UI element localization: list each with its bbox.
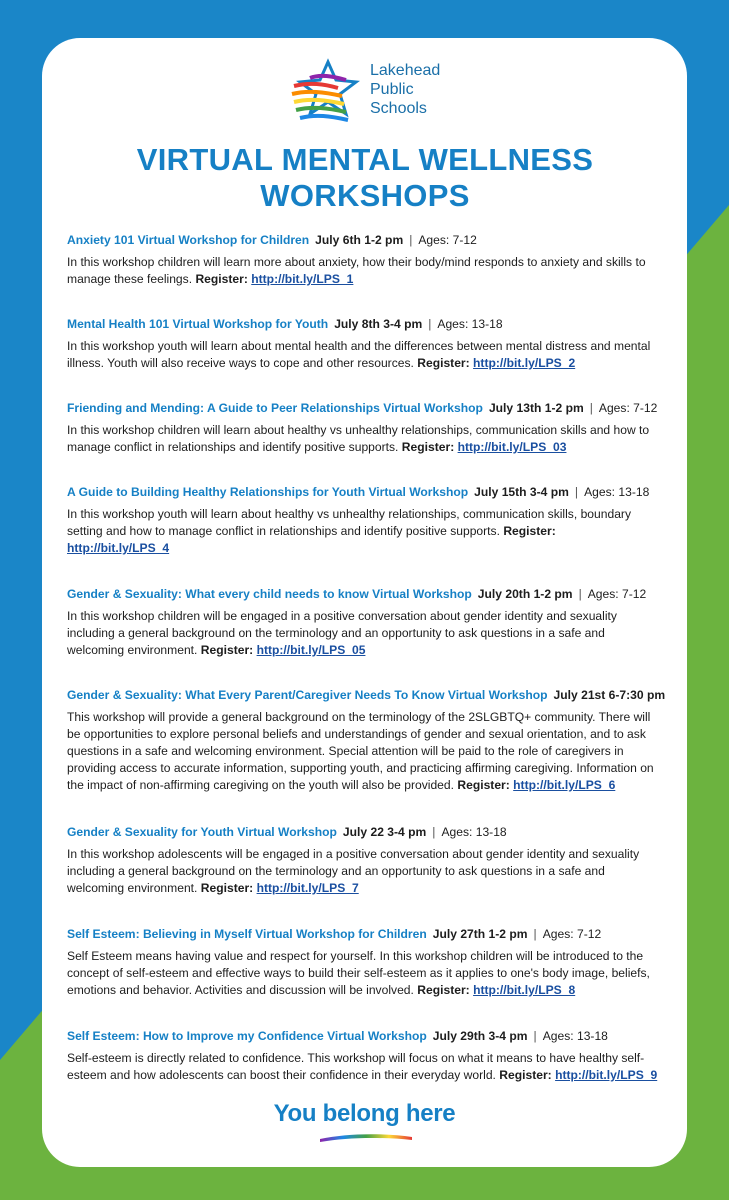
register-label: Register: — [457, 778, 510, 792]
workshop-description: In this workshop children will be engaged in a positive conversation about gender identity and sexuality including a general background on the terminology and an opportunity to ask questions in a safe and welcoming environment. — [67, 609, 617, 657]
workshop-date: July 27th 1-2 pm — [432, 927, 528, 941]
workshop-ages: Ages: 13-18 — [584, 485, 650, 499]
workshop-header — [67, 926, 661, 943]
workshop-description: This workshop will provide a general background on the terminology of the 2SLGBTQ+ community. There will be opportunities to explore personal beliefs and understandings of gender and sexual orientation, and to ask questions in a safe and welcoming environment. Special attention will be paid to the role of caregivers in providing access to accurate information, supporting youth, and practicing affirming caregiving. Information on the impact of non-affirming caregiving on the youth will also be provided. — [67, 710, 654, 792]
workshop-header — [67, 824, 661, 841]
separator: | — [589, 401, 593, 415]
workshop-header — [67, 484, 661, 501]
workshop-description-block — [67, 1050, 661, 1084]
separator: | — [578, 587, 582, 601]
brand-line-1: Lakehead — [370, 62, 441, 79]
register-label: Register: — [417, 356, 470, 370]
workshop-description: Self-esteem is directly related to confidence. This workshop will focus on what it means to have healthy self-esteem and how adolescents can boost their confidence in their everyday world. — [67, 1051, 645, 1082]
workshop-description-block — [67, 506, 661, 557]
workshop-date: July 22 3-4 pm — [342, 825, 427, 839]
workshop-description: In this workshop youth will learn about healthy vs unhealthy relationships, communication skills, boundary setting and how to manage conflict in relationships and identify positive supports. — [67, 507, 632, 538]
workshop-item — [67, 926, 661, 999]
workshop-header — [67, 232, 661, 249]
workshop-description: In this workshop adolescents will be engaged in a positive conversation about gender identity and sexuality including a general background on the terminology and an opportunity to ask questions in a safe and welcoming environment. — [67, 847, 640, 895]
workshop-date: July 20th 1-2 pm — [477, 587, 573, 601]
workshop-title: Self Esteem: How to Improve my Confidence Virtual Workshop — [67, 1029, 427, 1043]
workshop-description: In this workshop children will learn about healthy vs unhealthy relationships, communication skills and how to manage conflict in relationships and identify positive supports. — [67, 423, 650, 454]
workshop-date: July 13th 1-2 pm — [488, 401, 584, 415]
workshop-description: Self Esteem means having value and respect for yourself. In this workshop children will be introduced to the concept of self-esteem and effective ways to build their self-esteem as it applies to one's body image, beliefs, emotions and behavior. Activities and discussion will be involved. — [67, 949, 650, 997]
workshop-title: Gender & Sexuality: What Every Parent/Caregiver Needs To Know Virtual Workshop — [67, 688, 548, 702]
brand-line-2: Public — [370, 81, 414, 98]
register-link[interactable]: http://bit.ly/LPS_9 — [555, 1068, 658, 1082]
register-link[interactable]: http://bit.ly/LPS_05 — [256, 643, 366, 657]
workshop-description: In this workshop children will learn more about anxiety, how their body/mind responds to anxiety and skills to manage these feelings. — [67, 255, 646, 286]
workshop-description-block — [67, 948, 661, 999]
register-link[interactable]: http://bit.ly/LPS_7 — [256, 881, 359, 895]
workshop-description-block — [67, 709, 661, 794]
workshop-description-block — [67, 846, 661, 897]
workshop-description: In this workshop youth will learn about mental health and the differences between mental distress and mental illness. Youth will also receive ways to cope and other resources. — [67, 339, 651, 370]
workshop-item — [67, 824, 661, 897]
rainbow-swoosh-icon — [318, 1131, 414, 1143]
workshop-ages: Ages: 7-12 — [418, 233, 477, 247]
workshop-item — [67, 687, 666, 794]
workshop-title: Friending and Mending: A Guide to Peer Relationships Virtual Workshop — [67, 401, 483, 415]
workshop-ages: Ages: 7-12 — [542, 927, 602, 941]
workshop-date: July 6th 1-2 pm — [315, 233, 404, 247]
workshop-title: Anxiety 101 Virtual Workshop for Children — [67, 233, 310, 247]
register-link[interactable]: http://bit.ly/LPS_8 — [473, 983, 576, 997]
workshop-description-block — [67, 338, 661, 372]
separator: | — [533, 927, 537, 941]
workshop-item — [67, 400, 661, 456]
workshop-header — [67, 400, 661, 417]
page-title — [60, 142, 670, 214]
star-logo-icon — [290, 58, 370, 124]
workshop-ages: Ages: 13-18 — [437, 317, 503, 331]
separator: | — [409, 233, 413, 247]
title-line-1: VIRTUAL MENTAL WELLNESS — [136, 142, 594, 177]
workshop-ages: Ages: 13-18 — [542, 1029, 608, 1043]
workshop-item — [67, 232, 661, 288]
separator: | — [432, 825, 436, 839]
workshop-header — [67, 687, 666, 704]
workshop-header — [67, 586, 661, 603]
register-link[interactable]: http://bit.ly/LPS_2 — [473, 356, 576, 370]
workshop-item — [67, 586, 661, 659]
register-label: Register: — [200, 881, 254, 895]
workshop-ages: Ages: 13-18 — [441, 825, 507, 839]
workshop-date: July 21st 6-7:30 pm — [553, 688, 666, 702]
register-label: Register: — [417, 983, 470, 997]
register-link[interactable]: http://bit.ly/LPS_03 — [457, 440, 567, 454]
workshop-item — [67, 484, 661, 557]
brand-line-3: Schools — [370, 100, 427, 117]
workshop-title: Self Esteem: Believing in Myself Virtual Workshop for Children — [67, 927, 427, 941]
workshop-title: Gender & Sexuality for Youth Virtual Workshop — [67, 825, 337, 839]
workshop-ages: Ages: 7-12 — [598, 401, 658, 415]
workshop-title: Gender & Sexuality: What every child needs to know Virtual Workshop — [67, 587, 472, 601]
workshop-item — [67, 1028, 661, 1084]
workshop-date: July 8th 3-4 pm — [334, 317, 423, 331]
workshop-description-block — [67, 422, 661, 456]
register-link[interactable]: http://bit.ly/LPS_1 — [251, 272, 354, 286]
workshop-description-block — [67, 254, 661, 288]
workshop-title: A Guide to Building Healthy Relationships for Youth Virtual Workshop — [67, 485, 469, 499]
register-label: Register: — [503, 524, 556, 538]
workshop-ages: Ages: 7-12 — [587, 587, 647, 601]
register-link[interactable]: http://bit.ly/LPS_6 — [513, 778, 616, 792]
workshop-description-block — [67, 608, 661, 659]
separator: | — [428, 317, 432, 331]
register-label: Register: — [499, 1068, 552, 1082]
workshop-date: July 29th 3-4 pm — [432, 1029, 528, 1043]
school-logo — [290, 58, 450, 128]
workshop-item — [67, 316, 661, 372]
workshop-date: July 15th 3-4 pm — [474, 485, 569, 499]
workshop-title: Mental Health 101 Virtual Workshop for Youth — [67, 317, 329, 331]
workshop-header — [67, 1028, 661, 1045]
separator: | — [574, 485, 579, 499]
tagline: You belong here — [273, 1100, 456, 1127]
separator: | — [533, 1029, 537, 1043]
workshop-header — [67, 316, 661, 333]
register-label: Register: — [195, 272, 248, 286]
register-label: Register: — [200, 643, 254, 657]
register-label: Register: — [401, 440, 455, 454]
title-line-2: WORKSHOPS — [260, 178, 470, 213]
register-link[interactable]: http://bit.ly/LPS_4 — [67, 541, 170, 555]
